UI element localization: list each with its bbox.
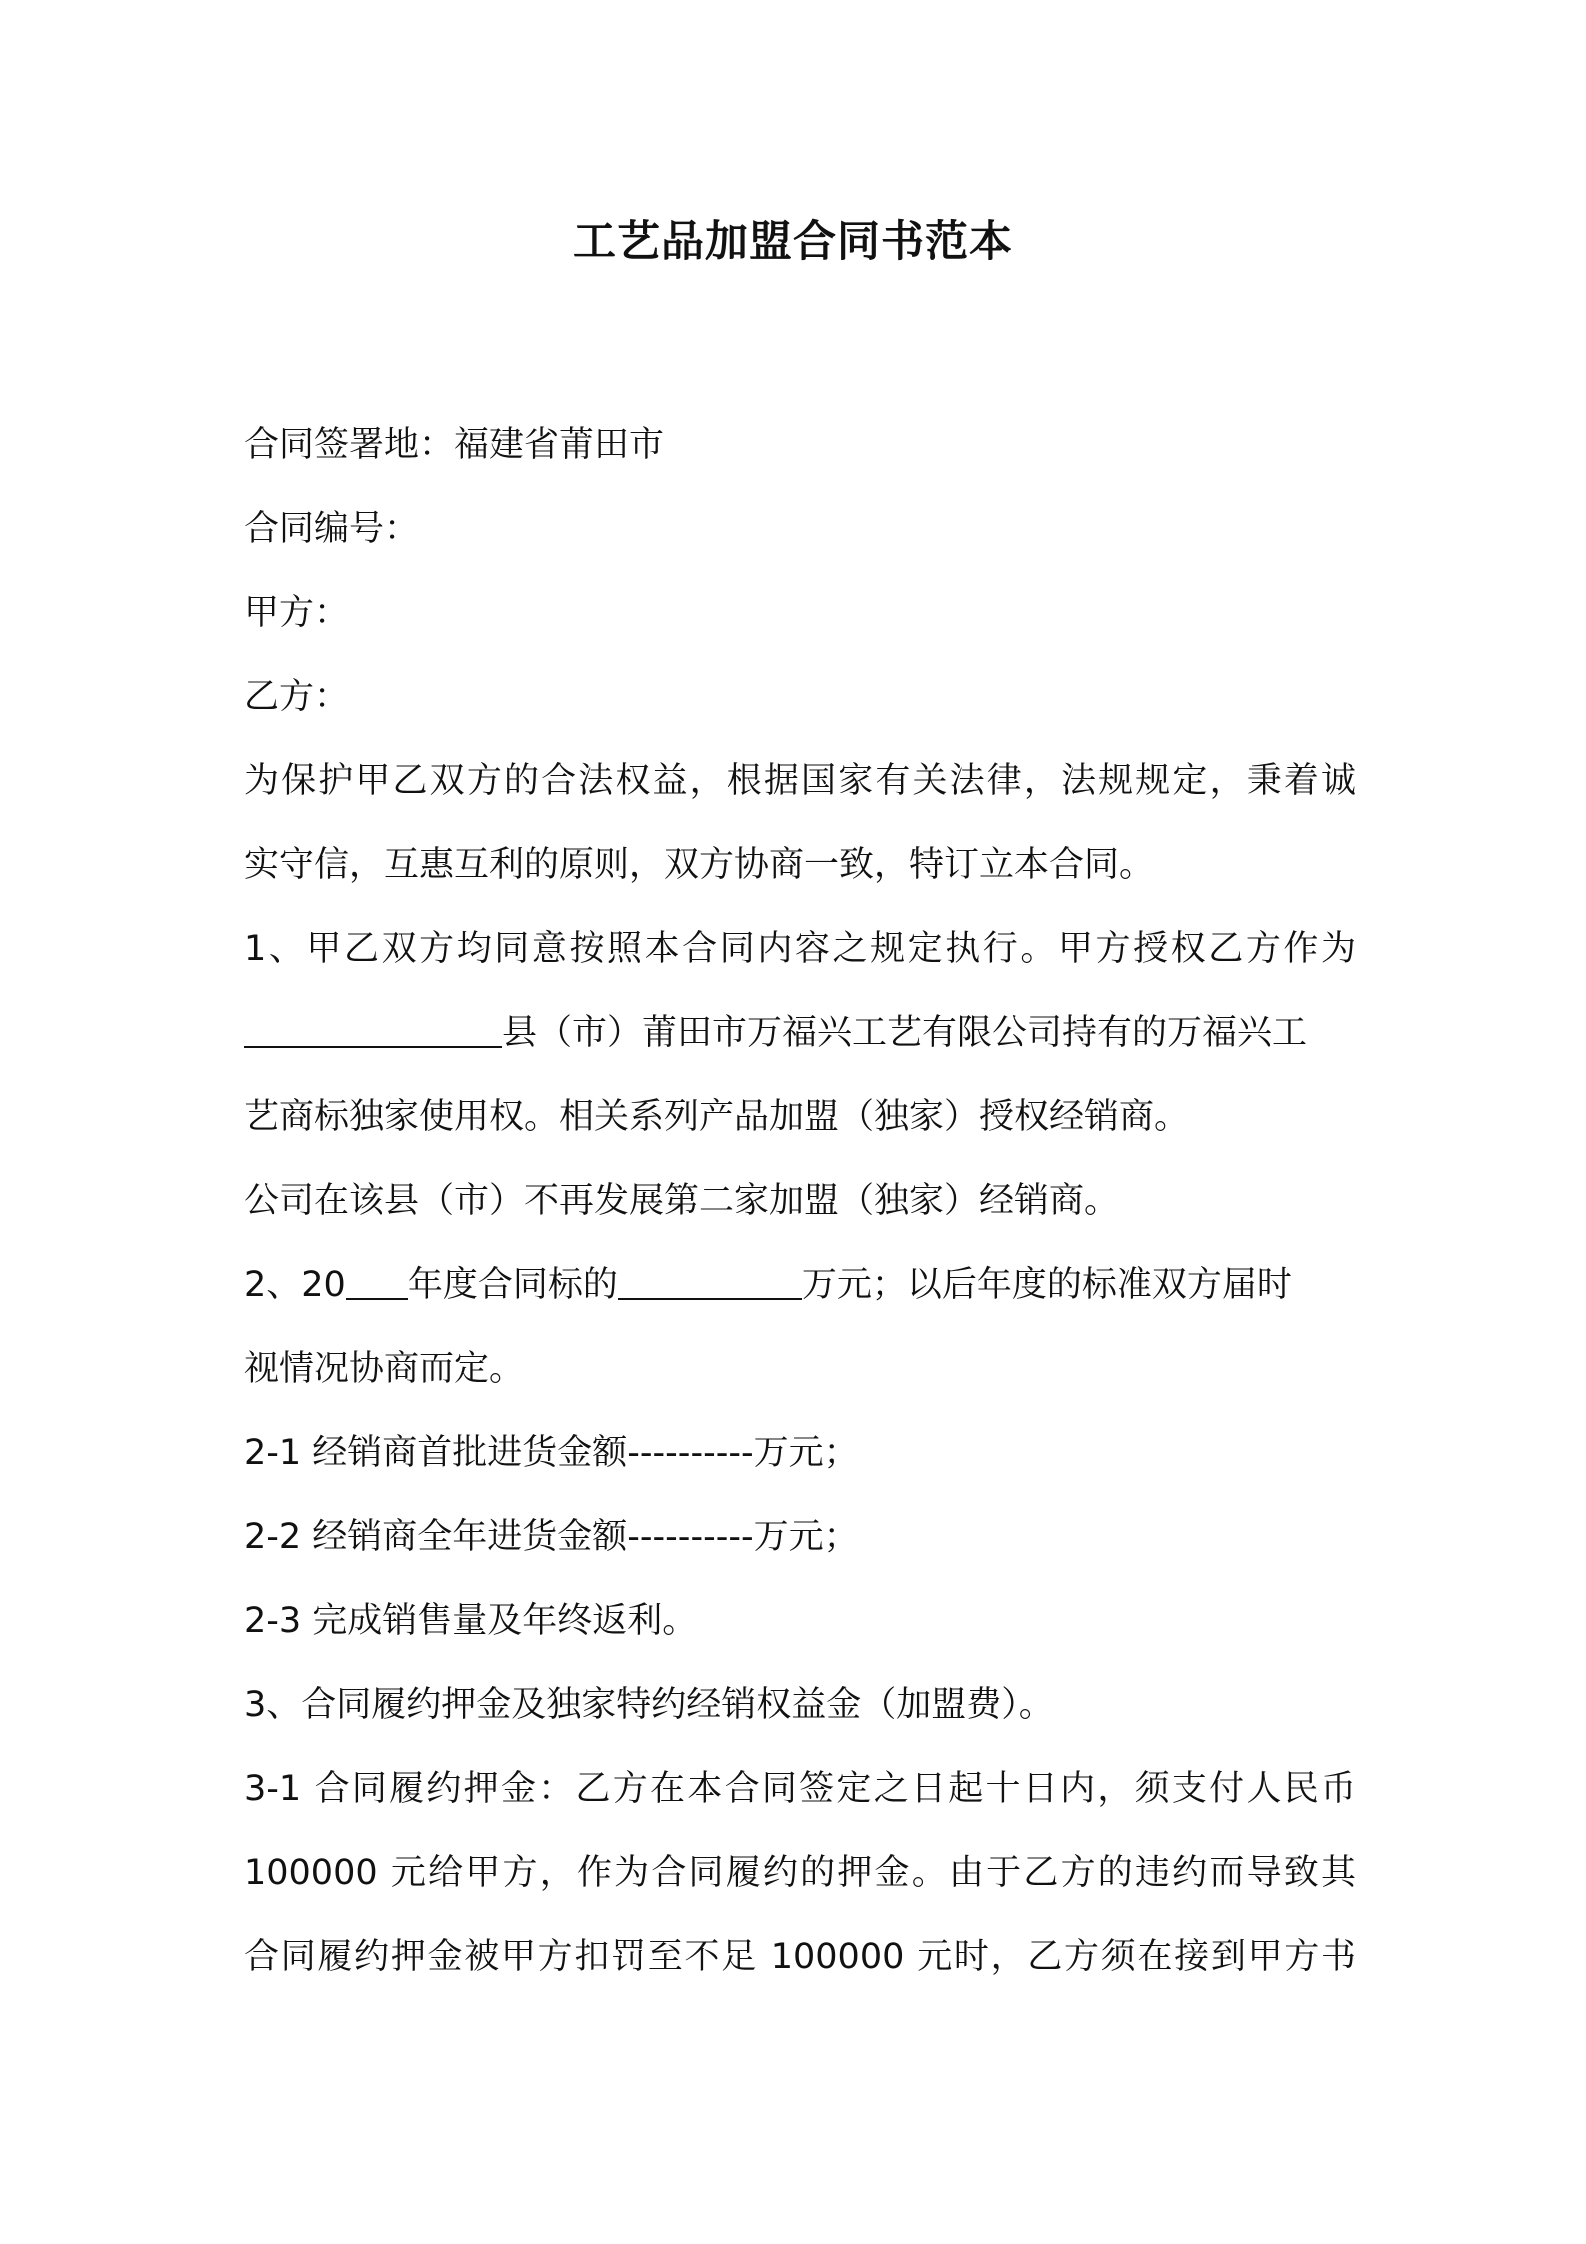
clause-1-line-3: 艺商标独家使用权。相关系列产品加盟（独家）授权经销商。: [244, 1097, 1190, 1137]
contract-number-label: 合同编号：: [244, 509, 420, 549]
party-b-label: 乙方：: [244, 677, 350, 717]
clause-2-1: 2-1 经销商首批进货金额----------万元；: [244, 1433, 859, 1473]
party-a-label: 甲方：: [244, 593, 350, 633]
clause-3-heading: 3、合同履约押金及独家特约经销权益金（加盟费）。: [244, 1685, 1054, 1725]
clause-2-line-1: [244, 1243, 1356, 1327]
clause-1-line-2-text: 县（市）莆田市万福兴工艺有限公司持有的万福兴工: [502, 1013, 1308, 1053]
preamble-line-1: 为保护甲乙双方的合法权益，根据国家有关法律，法规规定，秉着诚: [244, 761, 1356, 801]
clause-3-1-line-1: 3-1 合同履约押金：乙方在本合同签定之日起十日内，须支付人民币: [244, 1769, 1356, 1809]
clause-2-2: 2-2 经销商全年进货金额----------万元；: [244, 1517, 859, 1557]
preamble-line-2: 实守信，互惠互利的原则，双方协商一致，特订立本合同。: [244, 845, 1155, 885]
clause-1-line-4: 公司在该县（市）不再发展第二家加盟（独家）经销商。: [244, 1181, 1120, 1221]
clause-2-line-2: 视情况协商而定。: [244, 1349, 525, 1389]
clause-1-line-1: 1、甲乙双方均同意按照本合同内容之规定执行。甲方授权乙方作为: [244, 929, 1356, 969]
clause-3-1-line-2: 100000 元给甲方，作为合同履约的押金。由于乙方的违约而导致其: [244, 1853, 1356, 1893]
document-body: [244, 403, 1356, 1999]
clause-2-prefix: 2、20: [244, 1265, 346, 1305]
amount-blank: [618, 1268, 802, 1300]
county-blank: [244, 1016, 502, 1048]
document-title: 工艺品加盟合同书范本: [573, 217, 1013, 267]
clause-2-middle: 年度合同标的: [407, 1265, 618, 1305]
year-blank: [346, 1268, 408, 1300]
signing-place: 合同签署地：福建省莆田市: [244, 425, 665, 465]
clause-1-line-2: [244, 991, 1356, 1075]
clause-3-1-line-3: 合同履约押金被甲方扣罚至不足 100000 元时，乙方须在接到甲方书: [244, 1937, 1356, 1977]
clause-2-suffix: 万元；以后年度的标准双方届时: [801, 1265, 1292, 1305]
clause-2-3: 2-3 完成销售量及年终返利。: [244, 1601, 698, 1641]
